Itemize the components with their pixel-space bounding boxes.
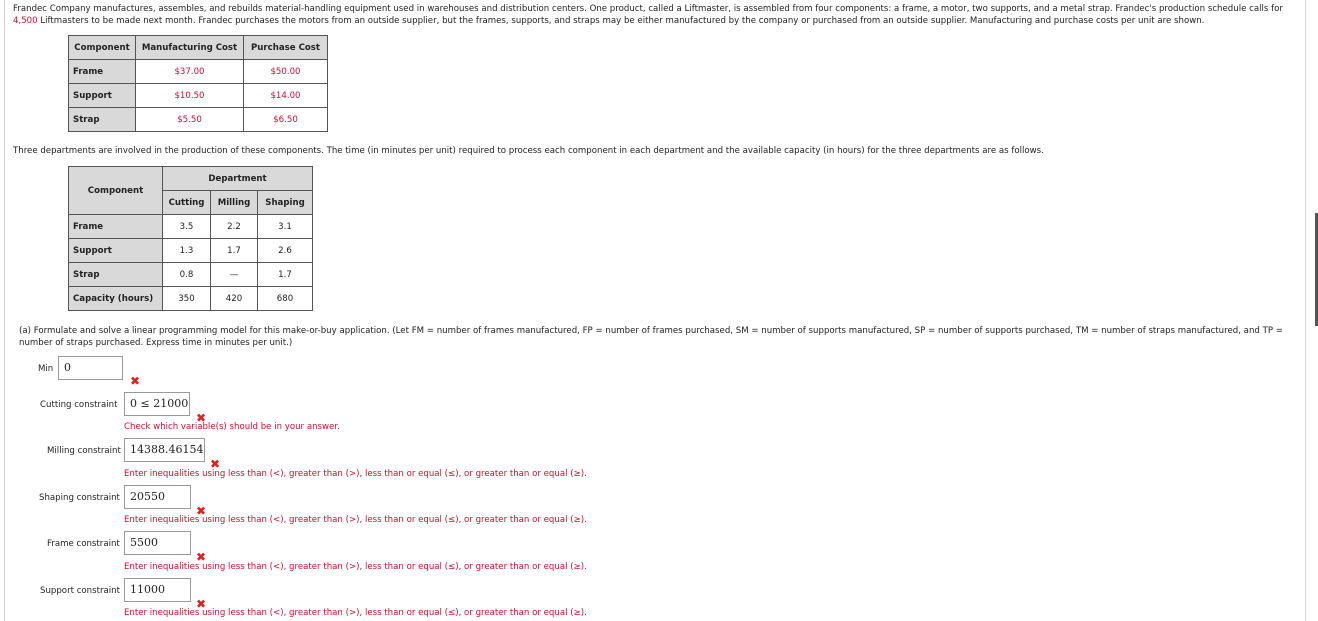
shaping-time: 1.7 <box>258 263 313 287</box>
milling-constraint-input[interactable]: 14388.46154 <box>124 438 205 462</box>
intro-text-2: Liftmasters to be made next month. Frandec purchases the motors from an outside supplier, but the frames, supports, and straps may be either manufactured by the company or purchased from an outside supplier. Manufacturing and purchase costs per unit are shown. <box>37 16 1205 26</box>
cost-header-component: Component <box>69 36 136 60</box>
row-label: Capacity (hours) <box>69 287 163 311</box>
support-error-message: Enter inequalities using less than (<), greater than (>), less than or equal (≤), or greater than or equal (≥). <box>124 608 587 618</box>
incorrect-icon: ✖ <box>210 457 221 471</box>
min-label: Min <box>38 364 54 374</box>
shaping-time: 2.6 <box>258 239 313 263</box>
min-input[interactable]: 0 <box>58 356 123 380</box>
shaping-constraint-label: Shaping constraint <box>39 493 120 503</box>
row-label: Strap <box>69 108 136 132</box>
manufacturing-cost: $5.50 <box>136 108 244 132</box>
dept-header-component: Component <box>69 167 163 215</box>
purchase-cost: $6.50 <box>244 108 328 132</box>
dept-header-shaping: Shaping <box>258 191 313 215</box>
row-label: Strap <box>69 263 163 287</box>
row-label: Frame <box>69 60 136 84</box>
incorrect-icon: ✖ <box>196 550 207 564</box>
shaping-time: 3.1 <box>258 215 313 239</box>
table-row <box>69 263 313 287</box>
problem-intro <box>13 3 1305 27</box>
table-row <box>69 287 313 311</box>
table-row <box>69 215 313 239</box>
incorrect-icon: ✖ <box>196 597 207 611</box>
liftmaster-quantity: 4,500 <box>13 16 38 26</box>
dept-header-milling: Milling <box>211 191 258 215</box>
cutting-error-message: Check which variable(s) should be in your answer. <box>124 422 340 432</box>
table-row <box>69 108 328 132</box>
department-table <box>68 166 313 311</box>
incorrect-icon: ✖ <box>130 374 141 388</box>
milling-time: 2.2 <box>211 215 258 239</box>
milling-constraint-label: Milling constraint <box>47 446 121 456</box>
intro-text-1: Frandec Company manufactures, assembles, and rebuilds material-handling equipment used in warehouses and distribution centers. One product, called a Liftmaster, is assembled from four components: a frame, a motor, two supports, and a metal strap. Frandec's production schedule calls for <box>13 4 1283 14</box>
table-row <box>69 60 328 84</box>
row-label: Support <box>69 84 136 108</box>
purchase-cost: $50.00 <box>244 60 328 84</box>
row-label: Frame <box>69 215 163 239</box>
frame-error-message: Enter inequalities using less than (<), greater than (>), less than or equal (≤), or greater than or equal (≥). <box>124 562 587 572</box>
cost-header-purchase: Purchase Cost <box>244 36 328 60</box>
department-intro: Three departments are involved in the production of these components. The time (in minutes per unit) required to process each component in each department and the available capacity (in hours) for the three departments are as follows. <box>13 146 1044 156</box>
milling-time: 1.7 <box>211 239 258 263</box>
frame-constraint-label: Frame constraint <box>47 539 120 549</box>
table-row <box>69 239 313 263</box>
cutting-time: 0.8 <box>163 263 211 287</box>
dept-header-department: Department <box>163 167 313 191</box>
cutting-time: 3.5 <box>163 215 211 239</box>
manufacturing-cost: $37.00 <box>136 60 244 84</box>
support-constraint-input[interactable]: 11000 <box>124 578 191 602</box>
question-a: (a) Formulate and solve a linear programming model for this make-or-buy application. (Let FM = number of frames manufactured, FP = number of frames purchased, SM = number of supports manufactured, SP = number of supports purchased, TM = number of straps manufactured, and TP = number of straps purchased. Express time in minutes per unit.) <box>19 326 1283 348</box>
milling-time: — <box>211 263 258 287</box>
shaping-error-message: Enter inequalities using less than (<), greater than (>), less than or equal (≤), or greater than or equal (≥). <box>124 515 587 525</box>
milling-capacity: 420 <box>211 287 258 311</box>
incorrect-icon: ✖ <box>196 504 207 518</box>
cutting-constraint-input[interactable]: 0 ≤ 21000 <box>124 392 190 416</box>
cost-header-manufacturing: Manufacturing Cost <box>136 36 244 60</box>
frame-constraint-input[interactable]: 5500 <box>124 531 191 555</box>
cutting-time: 1.3 <box>163 239 211 263</box>
shaping-capacity: 680 <box>258 287 313 311</box>
cutting-capacity: 350 <box>163 287 211 311</box>
milling-error-message: Enter inequalities using less than (<), greater than (>), less than or equal (≤), or greater than or equal (≥). <box>124 469 587 479</box>
cost-table <box>68 35 328 132</box>
manufacturing-cost: $10.50 <box>136 84 244 108</box>
row-label: Support <box>69 239 163 263</box>
table-row <box>69 84 328 108</box>
cutting-constraint-label: Cutting constraint <box>40 400 118 410</box>
dept-header-cutting: Cutting <box>163 191 211 215</box>
purchase-cost: $14.00 <box>244 84 328 108</box>
incorrect-icon: ✖ <box>196 411 207 425</box>
support-constraint-label: Support constraint <box>40 586 120 596</box>
shaping-constraint-input[interactable]: 20550 <box>124 485 191 509</box>
